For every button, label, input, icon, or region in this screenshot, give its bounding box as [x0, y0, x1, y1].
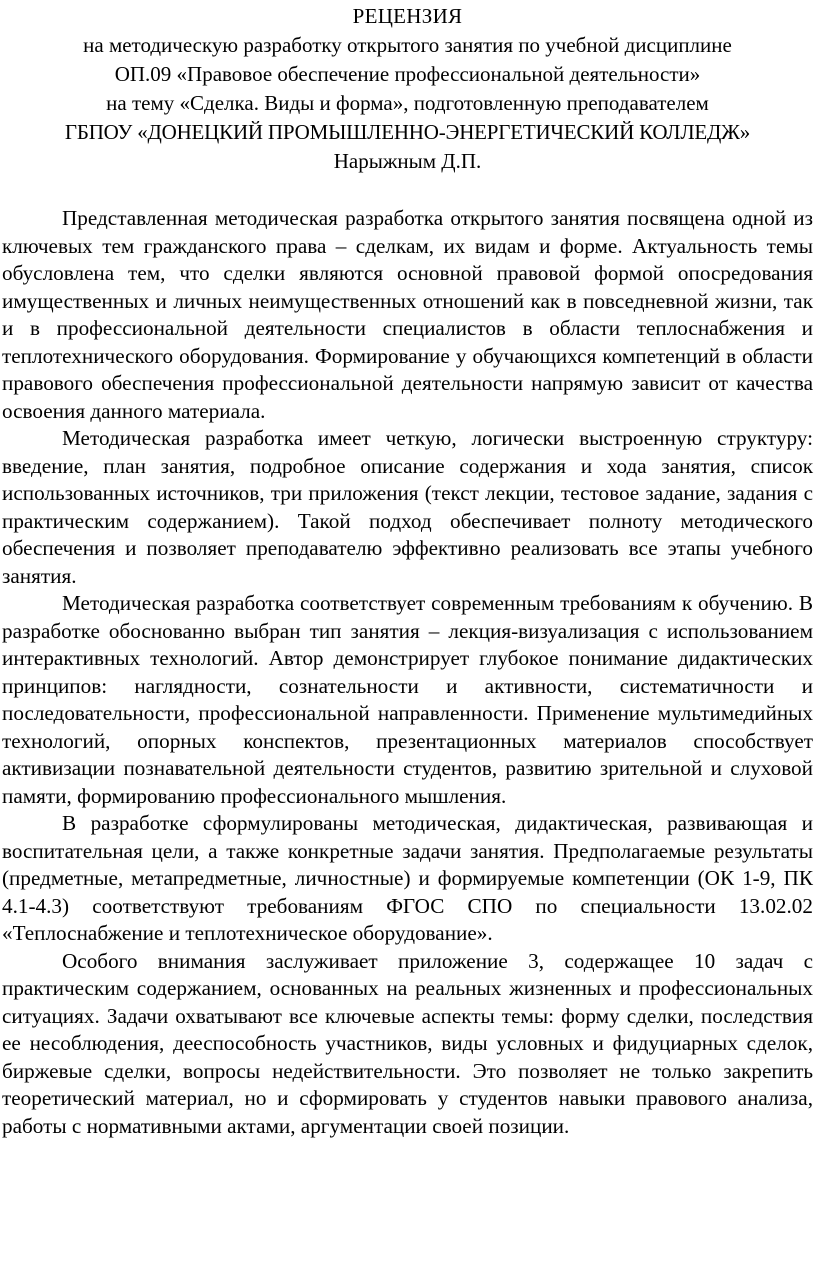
header-line-discipline: ОП.09 «Правовое обеспечение профессиональной деятельности» [114, 62, 701, 86]
paragraph-goals: В разработке сформулированы методическая, дидактическая, развивающая и воспитательная цели, а также конкретные задачи занятия. Предполагаемые результаты (предметные, метапредметные, личностные) и формируемые компетенции (ОК 1-9, ПК 4.1-4.3) соответствуют требованиям ФГОС СПО по специальности 13.02.02 «Теплоснабжение и теплотехническое оборудование». [2, 811, 813, 945]
header-line-author: Нарыжным Д.П. [333, 149, 482, 173]
header-line-college: ГБПОУ «ДОНЕЦКИЙ ПРОМЫШЛЕННО-ЭНЕРГЕТИЧЕСКИЙ КОЛЛЕДЖ» [64, 120, 751, 144]
header-line-subject: на методическую разработку открытого занятия по учебной дисциплине [83, 33, 732, 57]
paragraph-appendix: Особого внимания заслуживает приложение 3, содержащее 10 задач с практическим содержанием, основанных на реальных жизненных и профессиональных ситуациях. Задачи охватывают все ключевые аспекты темы: форму сделки, последствия ее несоблюдения, дееспособность участников, виды условных и фидуциарных сделок, биржевые сделки, вопросы недействительности. Это позволяет не только закрепить теоретический материал, но и сформировать у студентов навыки правового анализа, работы с нормативными актами, аргументации своей позиции. [2, 948, 813, 1138]
paragraph-relevance: Представленная методическая разработка открытого занятия посвящена одной из ключевых тем гражданского права – сделкам, их видам и форме. Актуальность темы обусловлена тем, что сделки являются основной правовой формой опосредования имущественных и личных неимущественных отношений как в повседневной жизни, так и в профессиональной деятельности специалистов в области теплоснабжения и теплотехнического оборудования. Формирование у обучающихся компетенций в области правового обеспечения профессиональной деятельности напрямую зависит от качества освоения данного материала. [2, 206, 813, 423]
paragraph-structure: Методическая разработка имеет четкую, логически выстроенную структуру: введение, план занятия, подробное описание содержания и хода занятия, список использованных источников, три приложения (текст лекции, тестовое задание, задания с практическим содержанием). Такой подход обеспечивает полноту методического обеспечения и позволяет преподавателю эффективно реализовать все этапы учебного занятия. [2, 426, 813, 588]
document-header [2, 2, 813, 176]
document-title: РЕЦЕНЗИЯ [352, 4, 463, 28]
document-body [2, 205, 813, 1140]
header-line-topic: на тему «Сделка. Виды и форма», подготовленную преподавателем [106, 91, 709, 115]
paragraph-requirements: Методическая разработка соответствует современным требованиям к обучению. В разработке обоснованно выбран тип занятия – лекция-визуализация с использованием интерактивных технологий. Автор демонстрирует глубокое понимание дидактических принципов: наглядности, сознательности и активности, систематичности и последовательности, профессиональной направленности. Применение мультимедийных технологий, опорных конспектов, презентационных материалов способствует активизации познавательной деятельности студентов, развитию зрительной и слуховой памяти, формированию профессионального мышления. [2, 591, 813, 808]
